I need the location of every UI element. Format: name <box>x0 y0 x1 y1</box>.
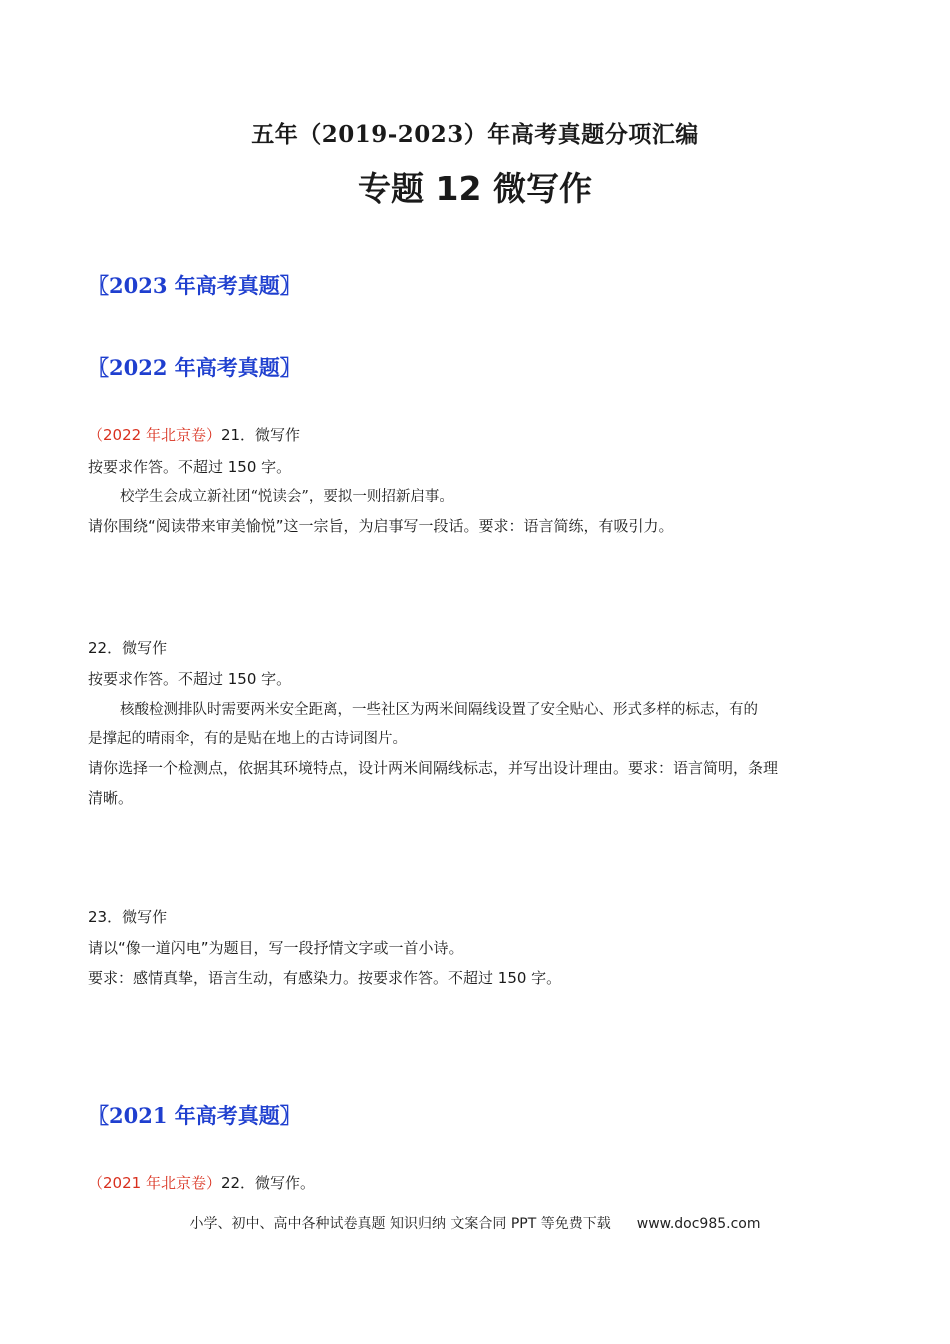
question-21-material: 校学生会成立新社团“悦读会”，要拟一则招新启事。 <box>120 489 454 505</box>
footer-text: 小学、初中、高中各种试卷真题 知识归纳 文案合同 PPT 等免费下载 <box>189 1216 611 1232</box>
section-heading-2021: 〖2021 年高考真题〗 <box>88 1103 301 1128</box>
question-23-task: 请以“像一道闪电”为题目，写一段抒情文字或一首小诗。 <box>88 939 464 957</box>
question-23-header: 23．微写作 <box>88 908 168 926</box>
topic-title: 专题 12 微写作 <box>358 169 592 208</box>
question-21-header <box>88 425 300 445</box>
page-footer <box>0 1213 950 1233</box>
question-22-task-line-2: 清晰。 <box>88 789 134 807</box>
question-22-header: 22．微写作 <box>88 639 168 657</box>
question-22-material-line-2: 是撑起的晴雨伞，有的是贴在地上的古诗词图片。 <box>88 731 407 747</box>
question-22-material-line-1: 核酸检测排队时需要两米安全距离，一些社区为两米间隔线设置了安全贴心、形式多样的标志，有的 <box>120 702 758 718</box>
question-2021-header <box>88 1173 315 1193</box>
question-23-requirement: 要求：感情真挚，语言生动，有感染力。按要求作答。不超过 150 字。 <box>88 969 562 987</box>
question-source: （2021 年北京卷） <box>88 1174 221 1192</box>
footer-url[interactable]: www.doc985.com <box>636 1216 761 1232</box>
section-heading-2022: 〖2022 年高考真题〗 <box>88 355 301 380</box>
question-source: （2022 年北京卷） <box>88 426 221 444</box>
section-heading-2023: 〖2023 年高考真题〗 <box>88 273 301 298</box>
question-label: 22．微写作。 <box>220 1174 316 1192</box>
question-21-requirement: 按要求作答。不超过 150 字。 <box>88 458 292 476</box>
document-title: 五年（2019-2023）年高考真题分项汇编 <box>251 121 699 148</box>
question-label: 21．微写作 <box>220 426 301 444</box>
question-22-requirement: 按要求作答。不超过 150 字。 <box>88 670 292 688</box>
question-22-task-line-1: 请你选择一个检测点，依据其环境特点，设计两米间隔线标志，并写出设计理由。要求：语言简明，条理 <box>88 759 779 777</box>
question-21-task: 请你围绕“阅读带来审美愉悦”这一宗旨，为启事写一段话。要求：语言简练，有吸引力。 <box>88 517 674 535</box>
